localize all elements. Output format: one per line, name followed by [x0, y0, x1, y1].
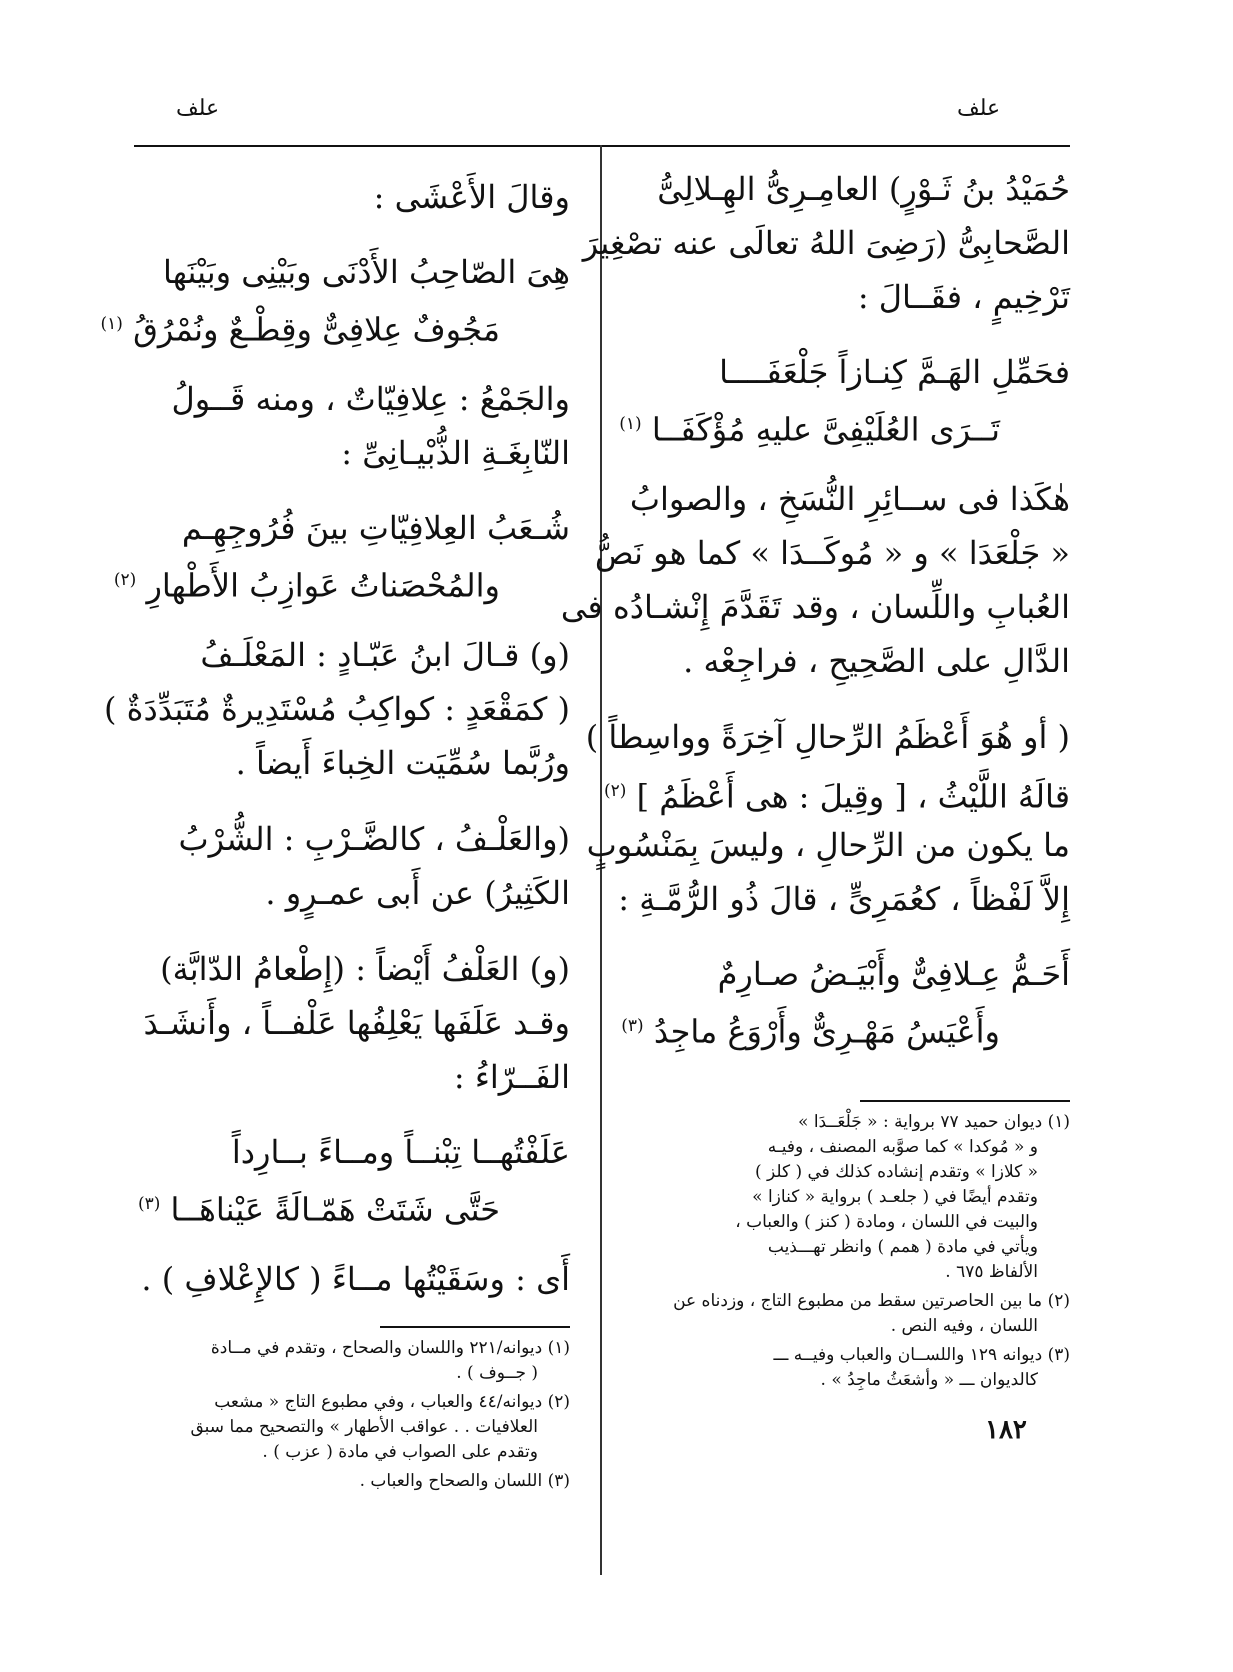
- footnote-line: [142, 1469, 570, 1494]
- footnote-marker: (٣): [621, 1016, 644, 1036]
- footnote-marker: (١): [619, 414, 642, 434]
- text-line: [603, 764, 1070, 818]
- text-line: (و) قـالَ ابنُ عَبّـادٍ : المَعْلَـفُ: [200, 636, 570, 674]
- text-line: أَى : وسَقَيْتُها مــاءً ( كالإِعْلافِ ) .: [141, 1260, 570, 1298]
- footnote-line: [142, 1390, 570, 1415]
- footnote-text: ديوانه/٢٢١ واللسان والصحاح ، وتقدم في مــادة: [210, 1338, 543, 1358]
- footnote-marker: (٣): [137, 1194, 161, 1214]
- running-header-left: علف: [176, 96, 220, 121]
- text-line: الكَثِيرُ) عن أَبى عمـرٍو .: [265, 874, 570, 912]
- footnote-line: [625, 1289, 1070, 1314]
- footnote-marker: (١): [100, 314, 123, 334]
- footnote-line: وتقدم على الصواب في مادة ( عزب ) .: [262, 1442, 538, 1462]
- footnote: [142, 1469, 570, 1494]
- footnote-number: (١): [1047, 1112, 1070, 1132]
- text-line: العُبابِ واللِّسان ، وقد تَقَدَّمَ إِنْشـادُه فى: [560, 588, 1070, 626]
- verse-text: مَجُوفٌ عِلافِىٌّ وقِطْـعٌ ونُمْرُقُ: [133, 310, 500, 349]
- verse-text: تَــرَى العُلَيْفِىَّ عليهِ مُؤْكَفَــا: [651, 410, 1000, 449]
- verse-line: هِىَ الصّاحِبُ الأَدْنَى وبَيْنِى وبَيْنَها: [162, 253, 570, 291]
- text-line: الفَــرّاءُ :: [453, 1058, 570, 1096]
- footnote-number: (٣): [1047, 1345, 1070, 1365]
- text-line: (والعَلْـفُ ، كالضَّـرْبِ : الشُّرْبُ: [178, 820, 570, 858]
- footnote: [625, 1289, 1070, 1339]
- text-line: الدَّالِ على الصَّحِيحِ ، فراجِعْه .: [683, 642, 1070, 680]
- footnote: [625, 1343, 1070, 1393]
- verse-line: [137, 1178, 570, 1230]
- text-line: ورُبَّما سُمِّيَت الخِباءَ أَيضاً .: [235, 744, 570, 782]
- verse-line: [619, 398, 1070, 450]
- text-line: إِلاَّ لَفْظاً ، كعُمَرِىٍّ ، قالَ ذُو الرُّمَّـةِ :: [618, 880, 1070, 918]
- footnote-number: (٢): [1047, 1291, 1070, 1311]
- footnote-rule: [380, 1326, 570, 1328]
- text-line: تَرْخِيمٍ ، فقَــالَ :: [857, 278, 1070, 316]
- verse-line: [621, 1000, 1070, 1052]
- line-text: قالَهُ اللَّيْثُ ، [ وقِيلَ : هى أَعْظَمُ ]: [636, 777, 1070, 816]
- footnote-number: (٢): [547, 1392, 570, 1412]
- footnote-line: [625, 1343, 1070, 1368]
- running-header-right: علف: [957, 96, 1001, 121]
- verse-text: وأَعْيَسُ مَهْـرِىٌّ وأَرْوَعُ ماجِدُ: [653, 1012, 1000, 1051]
- footnote-line: [625, 1110, 1070, 1135]
- footnote-text: ديوانه ١٢٩ واللســان والعباب وفيــه ـــ: [773, 1345, 1043, 1365]
- verse-text: حَتَّى شَتَتْ هَمّـالَةً عَيْناهَــا: [170, 1190, 500, 1229]
- right-footnotes: [625, 1110, 1070, 1397]
- verse-line: [100, 298, 570, 350]
- footnote: [625, 1110, 1070, 1285]
- footnote-line: العلافيات . . عواقب الأطهار » والتصحيح مما سبق: [190, 1417, 538, 1437]
- footnote-line: و « مُوكدا » كما صوَّبه المصنف ، وفيـه: [767, 1137, 1038, 1157]
- text-line: هٰكَذا فى ســائِرِ النُّسَخِ ، والصوابُ: [629, 480, 1070, 518]
- footnote-line: الألفاظ ٦٧٥ .: [945, 1262, 1038, 1282]
- text-line: وقالَ الأَعْشَى :: [373, 178, 570, 216]
- footnote-line: اللسان ، وفيه النص .: [890, 1316, 1038, 1336]
- text-line: وقـد عَلَفَها يَعْلِفُها عَلْفــاً ، وأَنشَـدَ: [143, 1004, 570, 1042]
- footnote-number: (٣): [547, 1471, 570, 1491]
- footnote-text: ديوانه/٤٤ والعباب ، وفي مطبوع التاج « مشعب: [214, 1392, 543, 1412]
- footnote-marker: (٢): [113, 570, 137, 590]
- left-column: [100, 170, 570, 1306]
- verse-line: شُـعَبُ العِلافِيّاتِ بينَ فُرُوجِهِـم: [181, 509, 570, 547]
- page-number: ١٨٢: [985, 1415, 1027, 1445]
- verse-text: والمُحْصَناتُ عَوازِبُ الأَطْهارِ: [146, 566, 500, 605]
- text-line: ( أو هُوَ أَعْظَمُ الرِّحالِ آخِرَةً وواسِطاً ): [585, 718, 1070, 756]
- text-line: الصَّحابِىُّ (رَضِىَ اللهُ تعالَى عنه تصْغِيرَ: [582, 224, 1070, 262]
- footnote-line: كالديوان ـــ « وأشعَثُ ماجِدُ » .: [820, 1370, 1038, 1390]
- verse-line: فحَمِّلِ الهَـمَّ كِنـازاً جَلْعَفَــــا: [719, 353, 1070, 391]
- footnote: [142, 1336, 570, 1386]
- footnote-line: والبيت في اللسان ، ومادة ( كنز ) والعباب ،: [735, 1212, 1038, 1232]
- footnote-text: ديوان حميد ٧٧ برواية : « جَلْعَــدَا »: [798, 1112, 1043, 1132]
- verse-line: عَلَفْتُهــا تِبْنــاً ومــاءً بــارِداً: [231, 1133, 570, 1171]
- text-line: « جَلْعَدَا » و « مُوكَــدَا » كما هو نَصُّ: [594, 534, 1070, 572]
- footnote-text: ما بين الحاصرتين سقط من مطبوع التاج ، وزدناه عن: [673, 1291, 1043, 1311]
- footnote: [142, 1390, 570, 1465]
- text-line: النّابِغَـةِ الذُّبْيـانِىِّ :: [341, 434, 570, 472]
- text-line: ما يكون من الرِّحالِ ، وليسَ بِمَنْسُوبٍ: [586, 826, 1070, 864]
- verse-line: أَحَـمُّ عِـلافِىٌّ وأَبْيَـضُ صـارِمٌ: [717, 955, 1070, 993]
- left-footnotes: [142, 1336, 570, 1498]
- footnote-line: « كلازا » وتقدم إنشاده كذلك في ( كلز ): [754, 1162, 1038, 1182]
- footnote-marker: (٢): [603, 781, 627, 801]
- text-line: والجَمْعُ : عِلافِيّاتٌ ، ومنه قَــولُ: [171, 380, 570, 418]
- verse-line: [113, 554, 570, 606]
- text-line: ( كمَقْعَدٍ : كواكِبُ مُسْتَدِيرةٌ مُتَبَدِّدَةٌ ): [104, 690, 570, 728]
- header-rule: [134, 145, 1070, 147]
- footnote-number: (١): [547, 1338, 570, 1358]
- footnote-line: [142, 1336, 570, 1361]
- footnote-text: اللسان والصحاح والعباب .: [359, 1471, 543, 1491]
- footnote-rule: [860, 1100, 1070, 1102]
- right-column: [560, 162, 1070, 1052]
- footnote-line: ( جــوف ) .: [456, 1363, 538, 1383]
- text-line: (و) العَلْفُ أَيْضاً : (إِطْعامُ الدّابَّة): [160, 950, 570, 988]
- footnote-line: ويأتي في مادة ( همم ) وانظر تهـــذيب: [767, 1237, 1038, 1257]
- footnote-line: وتقدم أيضًا في ( جلعـد ) برواية « كنازا »: [752, 1187, 1038, 1207]
- text-line: حُمَيْدُ بنُ ثَـوْرٍ) العامِـرِىُّ الهِـلالِىُّ: [657, 170, 1070, 208]
